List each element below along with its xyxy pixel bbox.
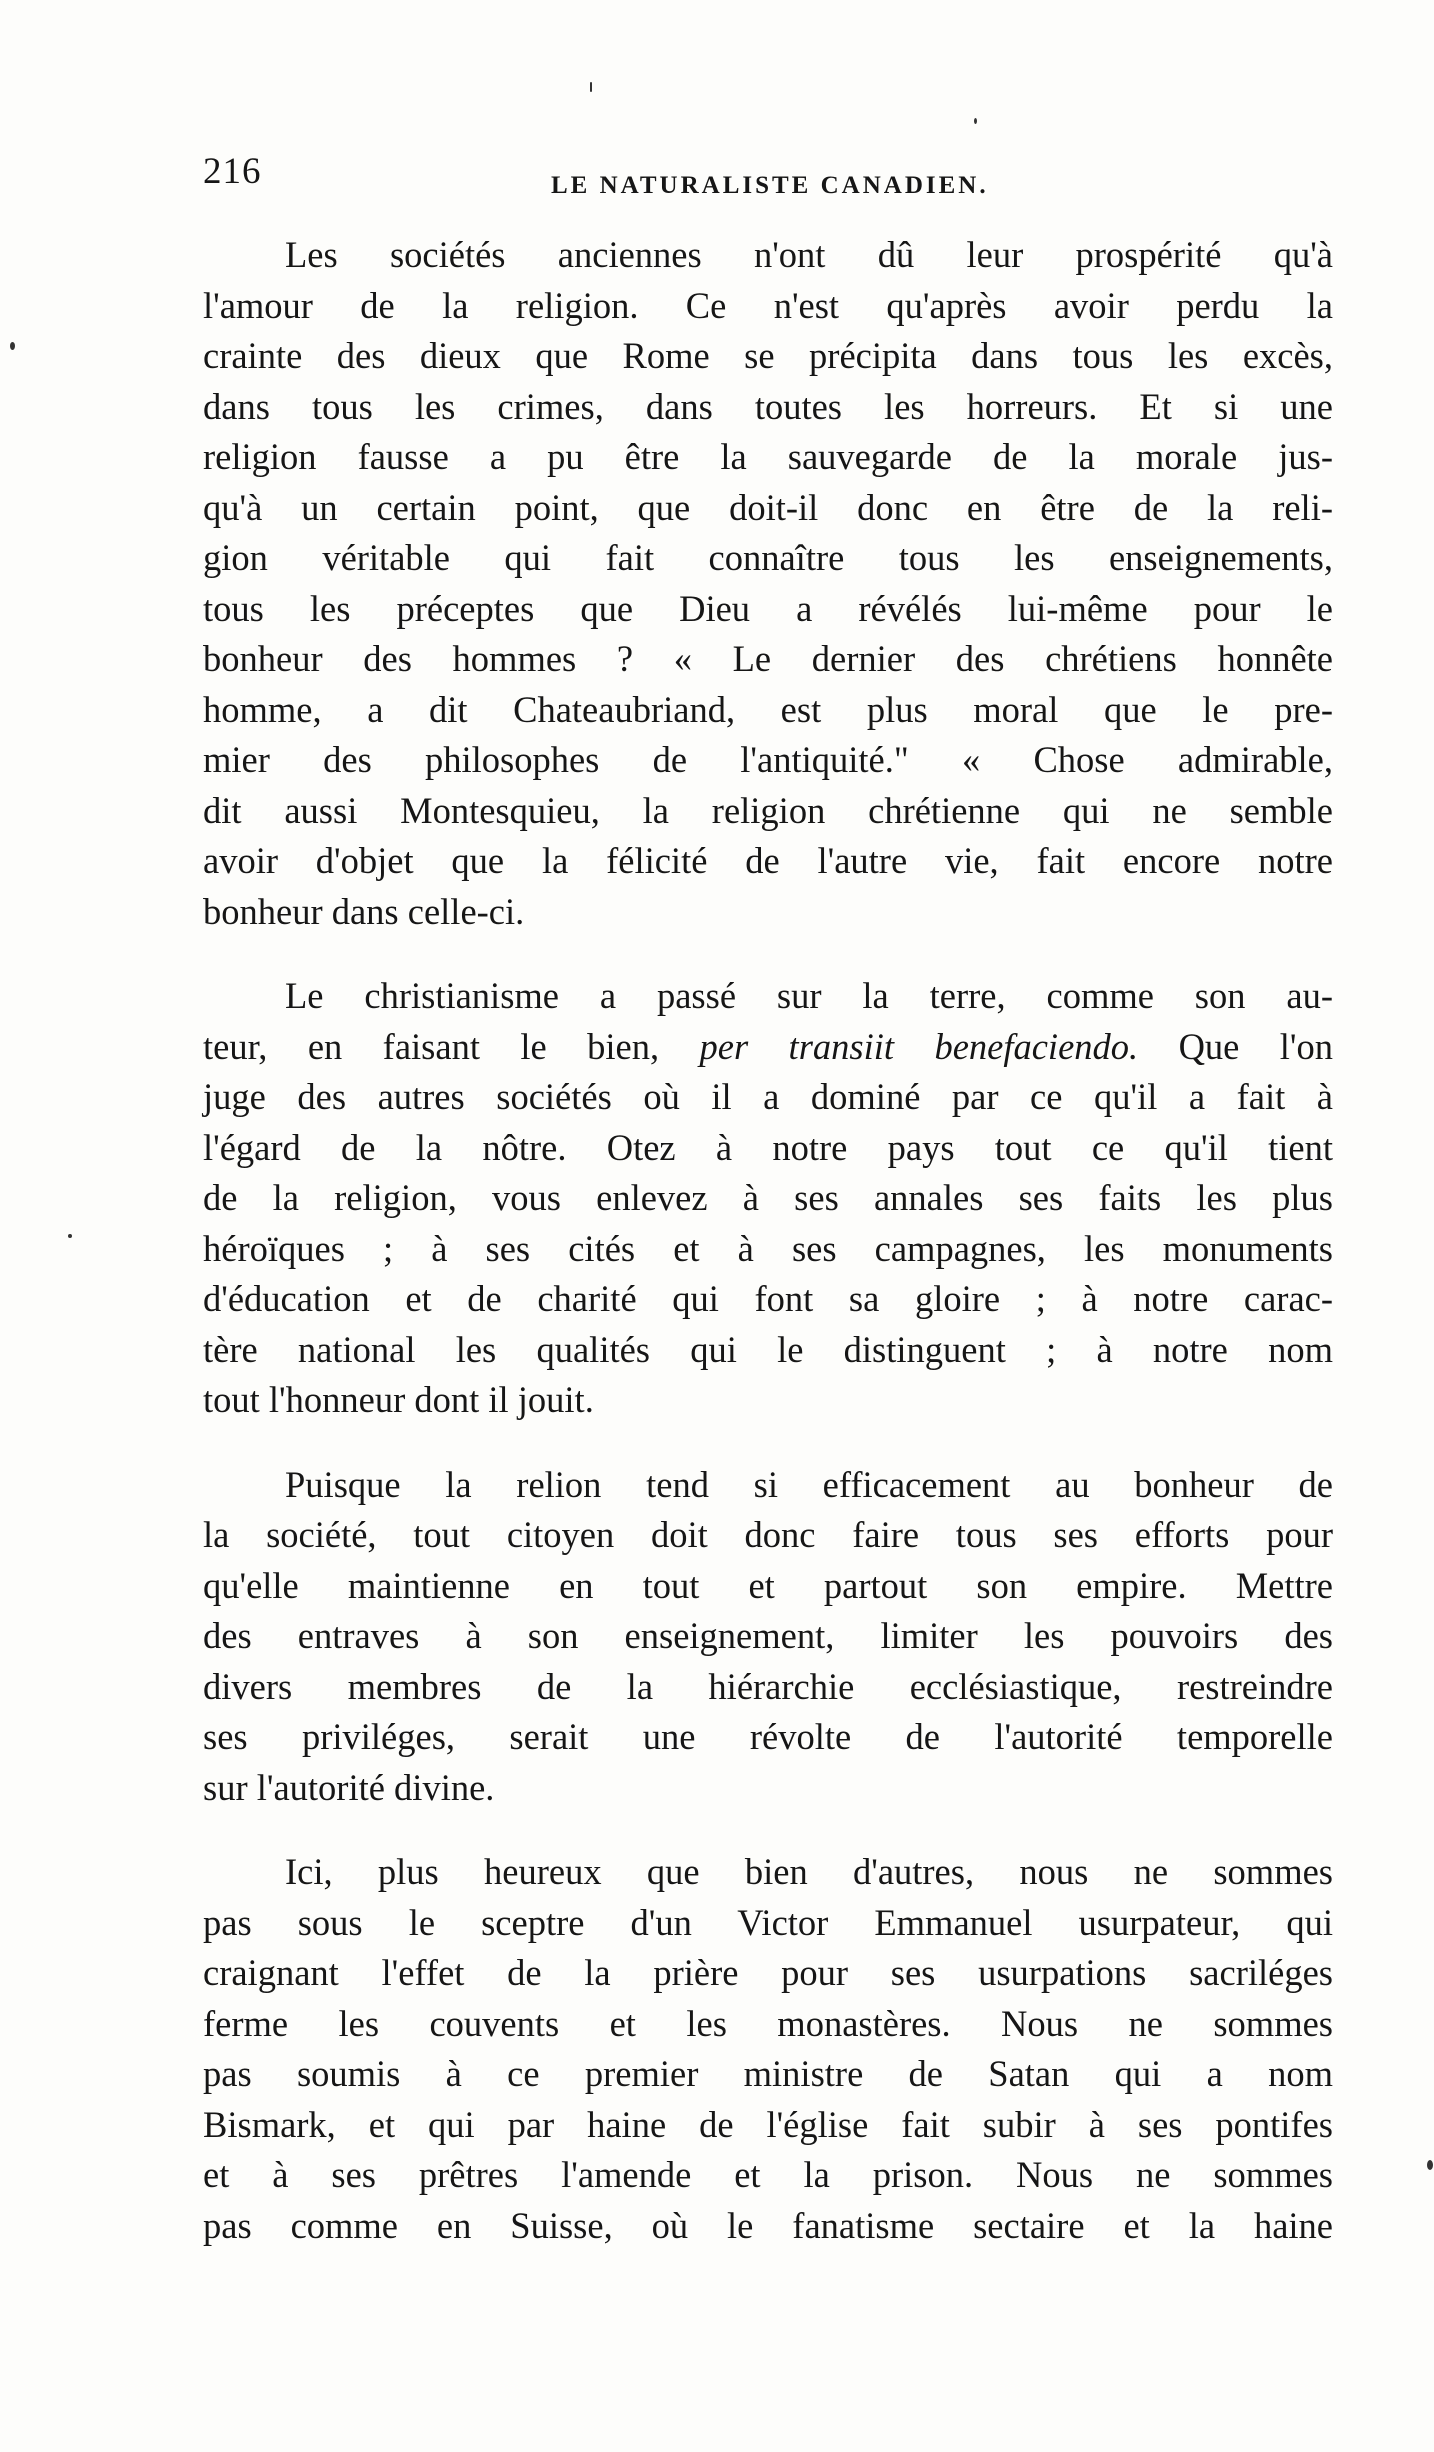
text-line: homme, a dit Chateaubriand, est plus moral que le pre- (203, 688, 1333, 730)
text-line: mier des philosophes de l'antiquité." « Chose admirable, (203, 739, 1333, 780)
paragraph-1 (203, 230, 1333, 937)
text-line: craignant l'effet de la prière pour ses usurpations sacriléges (203, 1952, 1333, 1993)
text-line: divers membres de la hiérarchie ecclésiastique, restreindre (203, 1665, 1333, 1707)
text-line: pas comme en Suisse, où le fanatisme sectaire et la haine (203, 2204, 1333, 2246)
text-line: l'égard de la nôtre. Otez à notre pays tout ce qu'il tient (203, 1126, 1333, 1168)
scan-speck (68, 1234, 72, 1238)
text-line: dit aussi Montesquieu, la religion chrétienne qui ne semble (203, 789, 1333, 831)
text-line: héroïques ; à ses cités et à ses campagnes, les monuments (203, 1227, 1333, 1269)
page-body (203, 230, 1333, 2285)
text-line: Les sociétés anciennes n'ont dû leur prospérité qu'à (285, 234, 1333, 275)
text-line: religion fausse a pu être la sauvegarde de la morale jus- (203, 436, 1333, 477)
text-line: bonheur dans celle-ci. (203, 890, 525, 932)
text-line: l'amour de la religion. Ce n'est qu'après avoir perdu la (203, 284, 1333, 326)
scan-speck (974, 118, 977, 124)
text-line: tout l'honneur dont il jouit. (203, 1379, 594, 1420)
text-line: tous les préceptes que Dieu a révélés lui-même pour le (203, 587, 1333, 629)
text-line: avoir d'objet que la félicité de l'autre vie, fait encore notre (203, 840, 1333, 881)
text-line: ferme les couvents et les monastères. Nous ne sommes (203, 2002, 1333, 2044)
page-header (203, 150, 1333, 210)
text-segment: Que l'on (1138, 1025, 1333, 1067)
text-segment: teur, en faisant le bien, (203, 1025, 700, 1067)
scan-speck (1427, 2160, 1433, 2170)
text-line: d'éducation et de charité qui font sa gloire ; à notre carac- (203, 1278, 1333, 1319)
scan-speck (590, 82, 592, 92)
paragraph-4 (203, 1847, 1333, 2251)
latin-phrase: per transiit benefaciendo. (699, 1025, 1139, 1067)
running-title: LE NATURALISTE CANADIEN. (551, 172, 989, 199)
page-number: 216 (203, 151, 262, 192)
text-line: juge des autres sociétés où il a dominé par ce qu'il a fait à (203, 1076, 1333, 1117)
text-line: pas soumis à ce premier ministre de Satan qui a nom (203, 2053, 1333, 2094)
text-line: pas sous le sceptre d'un Victor Emmanuel usurpateur, qui (203, 1901, 1333, 1943)
text-line: tère national les qualités qui le distinguent ; à notre nom (203, 1328, 1333, 1370)
text-line: sur l'autorité divine. (203, 1766, 495, 1808)
text-line: la société, tout citoyen doit donc faire tous ses efforts pour (203, 1514, 1333, 1555)
text-line: ses priviléges, serait une révolte de l'autorité temporelle (203, 1716, 1333, 1757)
text-line: qu'à un certain point, que doit-il donc en être de la reli- (203, 486, 1333, 528)
paragraph-2 (203, 971, 1333, 1426)
text-line: bonheur des hommes ? « Le dernier des chrétiens honnête (203, 638, 1333, 679)
text-line: Le christianisme a passé sur la terre, comme son au- (285, 975, 1333, 1016)
text-line: qu'elle maintienne en tout et partout son empire. Mettre (203, 1564, 1333, 1606)
text-line: de la religion, vous enlevez à ses annales ses faits les plus (203, 1177, 1333, 1218)
text-line: dans tous les crimes, dans toutes les horreurs. Et si une (203, 385, 1333, 427)
text-line: des entraves à son enseignement, limiter les pouvoirs des (203, 1615, 1333, 1656)
text-line (203, 1022, 1333, 1073)
text-line: gion véritable qui fait connaître tous les enseignements, (203, 537, 1333, 578)
text-line: Puisque la relion tend si efficacement au bonheur de (285, 1463, 1333, 1505)
text-line: et à ses prêtres l'amende et la prison. Nous ne sommes (203, 2154, 1333, 2195)
paragraph-3 (203, 1460, 1333, 1814)
scan-speck (10, 342, 15, 350)
text-line: Bismark, et qui par haine de l'église fait subir à ses pontifes (203, 2103, 1333, 2145)
text-line: crainte des dieux que Rome se précipita dans tous les excès, (203, 335, 1333, 376)
text-line: Ici, plus heureux que bien d'autres, nous ne sommes (285, 1851, 1333, 1892)
